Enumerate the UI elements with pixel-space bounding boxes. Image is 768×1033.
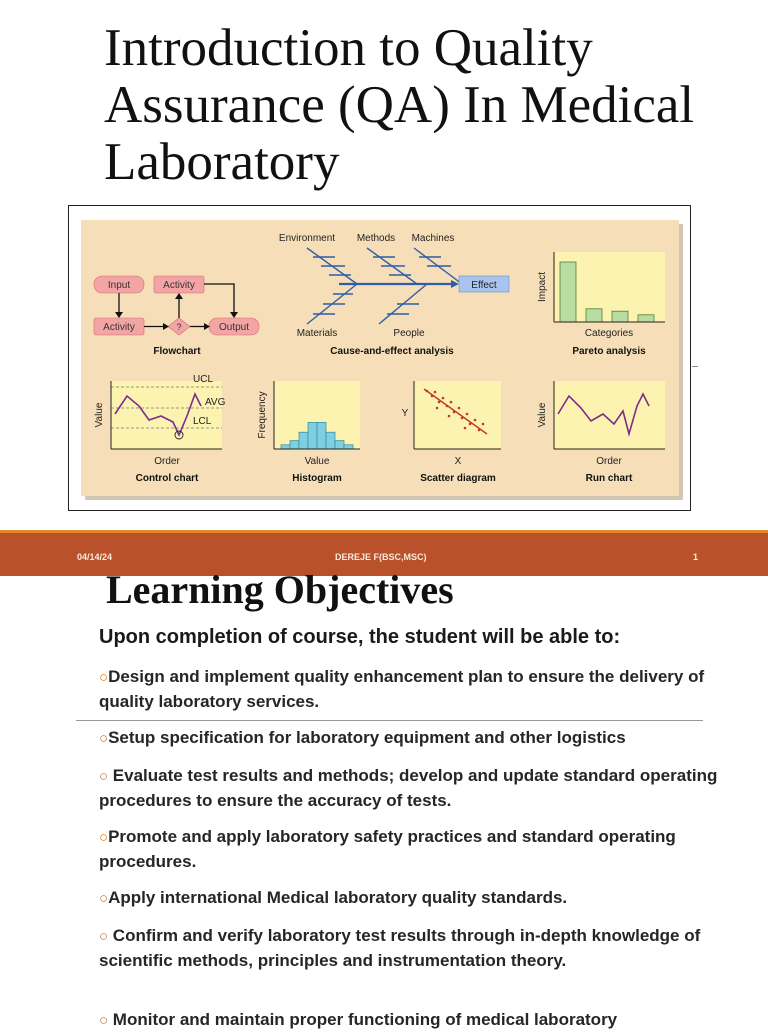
fishbone-label-methods: Methods xyxy=(356,233,396,244)
bullet-icon: ○ xyxy=(99,928,109,945)
histogram-bar xyxy=(290,441,299,449)
slide-title-objectives: Learning Objectives xyxy=(106,567,454,612)
histogram-bar xyxy=(299,432,308,449)
bullet-icon: ○ xyxy=(99,768,109,785)
pareto-bar xyxy=(586,309,602,322)
control-plot-area xyxy=(111,381,222,449)
run-ylabel: Value xyxy=(537,402,548,428)
side-tick xyxy=(692,366,698,367)
pareto-ylabel: Impact xyxy=(537,271,548,303)
fishbone-label-environment: Environment xyxy=(278,233,336,244)
histogram-bar xyxy=(335,441,344,449)
histogram-bar xyxy=(344,445,353,449)
run-chart-caption: Run chart xyxy=(585,473,633,484)
scatter-caption: Scatter diagram xyxy=(420,473,496,484)
pareto-bar xyxy=(638,315,654,322)
flow-node-decision-label: ? xyxy=(176,322,182,332)
objectives-lead: Upon completion of course, the student will be able to: xyxy=(99,626,621,648)
control-ucl-label: UCL xyxy=(193,374,214,385)
objective-item: ○Design and implement quality enhancement plan to ensure the delivery of quality laboratory services. xyxy=(99,667,705,711)
scatter-xlabel: X xyxy=(454,456,462,467)
control-chart-caption: Control chart xyxy=(135,473,199,484)
quality-tools-diagram xyxy=(69,206,692,512)
objective-item: ○Setup specification for laboratory equipment and other logistics xyxy=(99,728,626,747)
divider xyxy=(76,720,703,721)
objective-item: ○Promote and apply laboratory safety practices and standard operating procedures. xyxy=(99,827,676,871)
pareto-bar xyxy=(612,311,628,322)
fishbone-label-materials: Materials xyxy=(296,328,338,339)
footer-page-number: 1 xyxy=(693,552,699,562)
flow-node-output-label: Output xyxy=(218,322,250,333)
bullet-icon: ○ xyxy=(99,890,109,907)
histogram-bar xyxy=(326,432,335,449)
pareto-caption: Pareto analysis xyxy=(572,346,646,357)
bullet-icon: ○ xyxy=(99,669,109,686)
bullet-icon: ○ xyxy=(99,829,109,846)
control-xlabel: Order xyxy=(154,456,180,467)
run-xlabel: Order xyxy=(596,456,622,467)
histogram-caption: Histogram xyxy=(292,473,342,484)
cause-effect-caption: Cause-and-effect analysis xyxy=(330,346,454,357)
flow-node-activity-bottom-label: Activity xyxy=(103,322,135,333)
histogram-bar xyxy=(281,445,290,449)
control-ylabel: Value xyxy=(94,402,105,428)
bullet-icon: ○ xyxy=(99,1012,109,1029)
bullet-icon: ○ xyxy=(99,730,109,747)
run-plot-area xyxy=(554,381,665,449)
fishbone-effect-label: Effect xyxy=(471,280,497,291)
flowchart-caption: Flowchart xyxy=(153,346,201,357)
flow-node-activity-top-label: Activity xyxy=(163,280,195,291)
flow-node-input-label: Input xyxy=(107,280,131,291)
objective-item: ○ Confirm and verify laboratory test results through in-depth knowledge of scientific methods, principles and instrumentation theory. xyxy=(99,926,701,970)
control-avg-label: AVG xyxy=(205,397,226,408)
footer-author: DEREJE F(BSC,MSC) xyxy=(335,552,427,562)
fishbone-label-machines: Machines xyxy=(411,233,455,244)
control-lcl-label: LCL xyxy=(193,416,212,427)
fishbone-label-people: People xyxy=(393,328,425,339)
histogram-ylabel: Frequency xyxy=(257,391,268,439)
objective-item: ○ Monitor and maintain proper functioning of medical laboratory xyxy=(99,1010,618,1029)
footer-date: 04/14/24 xyxy=(77,552,113,562)
pareto-bar xyxy=(560,262,576,322)
histogram-bar xyxy=(317,422,326,449)
scatter-ylabel: Y xyxy=(401,408,409,419)
quality-tools-figure xyxy=(68,205,691,511)
histogram-bar xyxy=(308,422,317,449)
histogram-xlabel: Value xyxy=(304,456,330,467)
objective-item: ○ Evaluate test results and methods; develop and update standard operating procedures to ensure the accuracy of tests. xyxy=(99,766,718,810)
pareto-xlabel: Categories xyxy=(584,328,634,339)
objective-item: ○Apply international Medical laboratory quality standards. xyxy=(99,888,568,907)
slide-title: Introduction to Quality Assurance (QA) In Medical Laboratory xyxy=(104,19,695,191)
